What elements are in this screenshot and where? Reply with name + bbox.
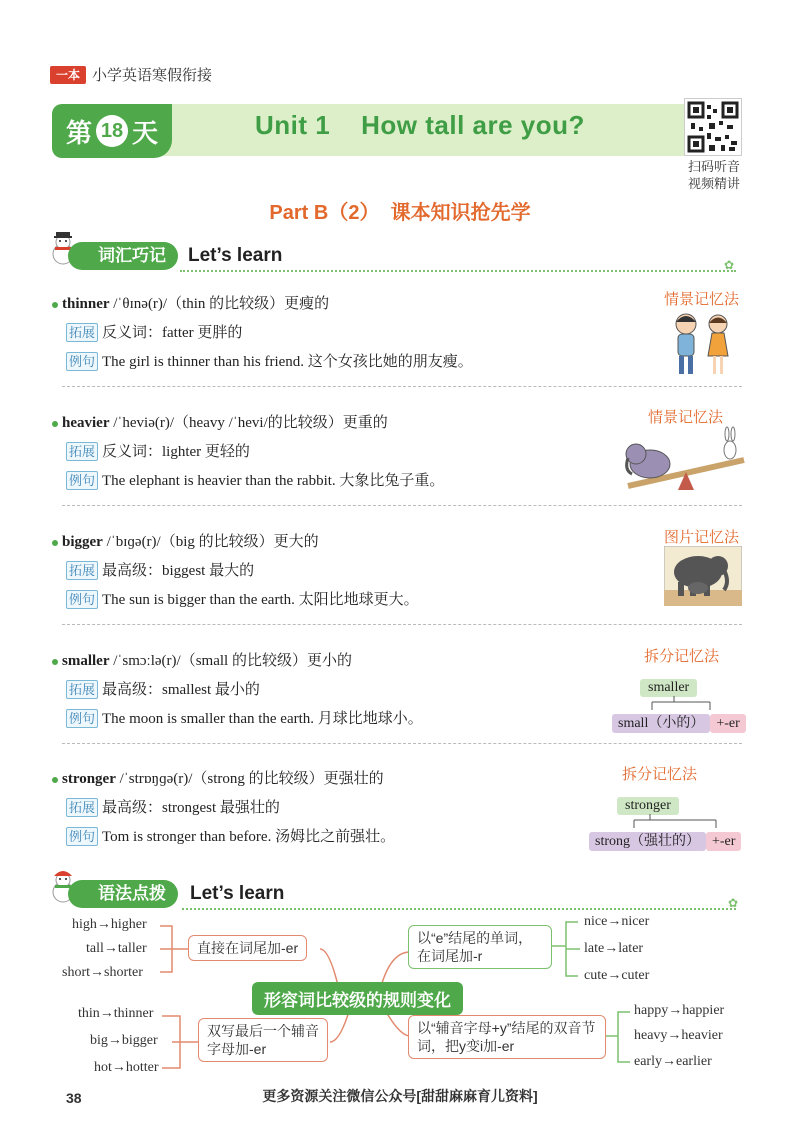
footer-note: 更多资源关注微信公众号[甜甜麻麻育儿资料] [262, 1088, 538, 1104]
split-connector [640, 696, 720, 712]
rule4-example: happy→happier [634, 1003, 725, 1018]
bullet-icon [52, 540, 58, 546]
vocab-word: thinner [62, 296, 110, 312]
kids-illustration [664, 310, 738, 380]
part-title: Part B（2） 课本知识抢先学 [269, 202, 531, 224]
bullet-icon [52, 302, 58, 308]
vocab-definition: /ˈθɪnə(r)/（thin 的比较级）更瘦的 [109, 296, 330, 312]
day-tab [52, 104, 172, 158]
vocab-pill: 词汇巧记 [68, 242, 178, 270]
vocab-entry-stronger [52, 767, 384, 788]
day-suffix: 天 [132, 117, 159, 148]
memory-method: 图片记忆法 [664, 529, 740, 546]
vocab-entry-heavier [52, 411, 388, 432]
vocab-definition: /ˈheviə(r)/（heavy /ˈhevi/的比较级）更重的 [109, 415, 388, 431]
brand-logo: 一本 [50, 66, 86, 84]
bullet-icon [52, 777, 58, 783]
split-suffix: +-er [706, 832, 741, 851]
rule2-example: nice→nicer [584, 914, 650, 929]
rule3-example: hot→hotter [94, 1060, 159, 1075]
extend-tag: 拓展 [66, 561, 98, 580]
elephants-photo [664, 546, 742, 606]
extend-line [66, 321, 242, 342]
qr-caption-line2: 视频精讲 [687, 176, 740, 191]
split-parts [612, 712, 746, 732]
split-suffix: +-er [710, 714, 745, 733]
rule2-example: late→later [584, 941, 644, 956]
extend-line [66, 559, 254, 580]
page-number: 38 [66, 1090, 82, 1106]
grammar-pill: 语法点拨 [68, 880, 178, 908]
memory-method: 拆分记忆法 [644, 648, 720, 665]
extend-text: 反义词：fatter 更胖的 [102, 325, 243, 341]
vocab-label: Let’s learn [188, 245, 283, 266]
split-parts [589, 830, 741, 850]
example-tag: 例句 [66, 352, 98, 371]
example-text: The elephant is heavier than the rabbit. 大象比兔子重。 [102, 473, 445, 489]
divider [62, 386, 742, 387]
grammar-label: Let’s learn [190, 883, 285, 904]
extend-tag: 拓展 [66, 442, 98, 461]
book-title: 小学英语寒假衔接 [92, 67, 213, 84]
rule1-example: tall→taller [86, 941, 147, 956]
vocab-section-header [48, 232, 740, 272]
elephant-seesaw-illustration [624, 424, 748, 494]
rule4-example: early→earlier [634, 1054, 712, 1069]
vocab-definition: /ˈstrɒŋɡə(r)/（strong 的比较级）更强壮的 [115, 771, 384, 787]
example-line [66, 350, 473, 371]
rule2-example: cute→cuter [584, 968, 650, 983]
example-text: The girl is thinner than his friend. 这个女孩比她的朋友瘦。 [102, 354, 473, 370]
rule1-example: high→higher [72, 917, 147, 932]
vocab-word: stronger [62, 771, 116, 787]
example-text: Tom is stronger than before. 汤姆比之前强壮。 [102, 829, 396, 845]
vocab-word: bigger [62, 534, 103, 550]
rule2-box: 以“e”结尾的单词，在词尾加-r [408, 925, 552, 969]
qr-caption-line1: 扫码听音 [687, 159, 740, 174]
extend-text: 最高级：biggest 最大的 [102, 563, 255, 579]
vocab-word: smaller [62, 653, 110, 669]
extend-line [66, 796, 280, 817]
example-tag: 例句 [66, 709, 98, 728]
rule1-example: short→shorter [62, 965, 143, 980]
example-line [66, 588, 419, 609]
bullet-icon [52, 421, 58, 427]
rule3-box: 双写最后一个辅音字母加-er [198, 1018, 328, 1062]
split-root: small（小的） [612, 714, 710, 733]
memory-method: 情景记忆法 [664, 291, 740, 308]
rule4-box: 以“辅音字母+y”结尾的双音节词，把y变i加-er [408, 1015, 606, 1059]
split-root: strong（强壮的） [589, 832, 706, 851]
qr-caption [682, 158, 746, 192]
vocab-definition: /ˈbɪɡə(r)/（big 的比较级）更大的 [102, 534, 319, 550]
divider [62, 743, 742, 744]
vocab-word: heavier [62, 415, 110, 431]
flower-icon: ✿ [724, 258, 735, 272]
example-tag: 例句 [66, 827, 98, 846]
mindmap-center: 形容词比较级的规则变化 [252, 982, 463, 1015]
divider [62, 505, 742, 506]
vocab-entry-smaller [52, 649, 352, 670]
extend-text: 反义词：lighter 更轻的 [102, 444, 250, 460]
vocab-underline [180, 268, 736, 272]
extend-tag: 拓展 [66, 680, 98, 699]
qr-code-icon[interactable] [684, 98, 742, 156]
split-whole-word: stronger [617, 797, 679, 815]
unit-title: Unit 1 How tall are you? [255, 110, 585, 140]
memory-method: 情景记忆法 [648, 409, 724, 426]
rule4-example: heavy→heavier [634, 1028, 723, 1043]
extend-tag: 拓展 [66, 798, 98, 817]
example-tag: 例句 [66, 590, 98, 609]
extend-tag: 拓展 [66, 323, 98, 342]
rule3-example: big→bigger [90, 1033, 158, 1048]
example-text: The moon is smaller than the earth. 月球比地球小。 [102, 711, 423, 727]
bullet-icon [52, 659, 58, 665]
example-line [66, 469, 444, 490]
extend-line [66, 440, 250, 461]
example-line [66, 825, 395, 846]
rule1-box: 直接在词尾加-er [188, 935, 307, 961]
divider [62, 624, 742, 625]
split-whole-word: smaller [640, 679, 697, 697]
rule3-example: thin→thinner [78, 1006, 154, 1021]
vocab-definition: /ˈsmɔːlə(r)/（small 的比较级）更小的 [109, 653, 352, 669]
memory-method: 拆分记忆法 [622, 766, 698, 783]
day-prefix: 第 [65, 117, 92, 148]
extend-text: 最高级：strongest 最强壮的 [102, 800, 280, 816]
extend-line [66, 678, 260, 699]
flower-icon: ✿ [728, 896, 739, 910]
example-line [66, 707, 423, 728]
example-text: The sun is bigger than the earth. 太阳比地球更大。 [102, 592, 419, 608]
vocab-entry-bigger [52, 530, 319, 551]
day-number: 18 [96, 115, 128, 147]
split-connector [600, 814, 730, 830]
extend-text: 最高级：smallest 最小的 [102, 682, 260, 698]
vocab-entry-thinner [52, 292, 329, 313]
example-tag: 例句 [66, 471, 98, 490]
